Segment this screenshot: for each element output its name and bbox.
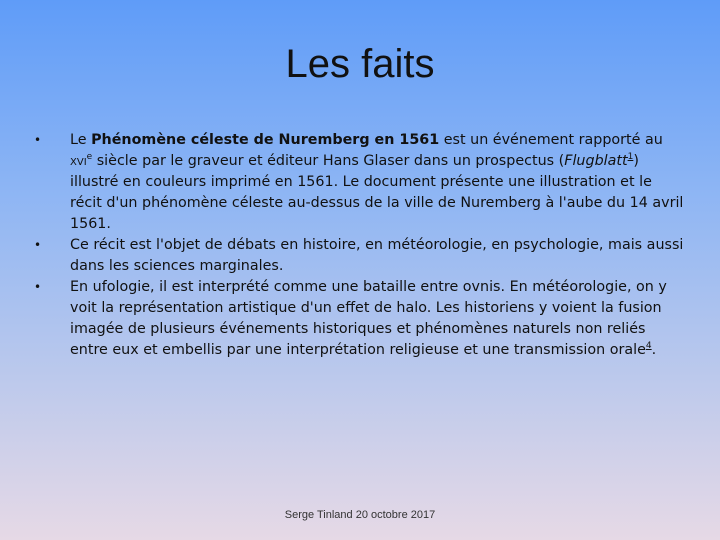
bullet-item-1 [34,130,684,235]
bullet-list [34,130,684,361]
bullet-1-text-b: siècle par le graveur et éditeur Hans Glaser dans un prospectus ( [92,153,565,169]
bullet-item-3 [34,277,684,361]
slide-footer: Serge Tinland 20 octobre 2017 [284,509,436,521]
bullet-1-prefix: Le [70,132,92,148]
slide-title: Les faits [285,42,435,86]
footnote-link-4[interactable]: 4 [645,341,652,352]
bullet-1-text-c: ) illustré en couleurs imprimé en 1561. Le document présente une illustration et le récit d'un phénomène céleste au-dessus de la ville de Nuremberg à l'aube du 14 avril 1561. [70,153,684,232]
bullet-1-text-a: est un événement rapporté au [439,132,663,148]
bullet-dot-icon: • [34,238,42,252]
bullet-dot-icon: • [34,280,42,294]
bullet-3-suffix: . [651,342,657,358]
bullet-1-century-suffix: e [86,152,93,163]
bullet-dot-icon: • [34,133,42,147]
bullet-2-text: Ce récit est l'objet de débats en histoire, en météorologie, en psychologie, mais aussi dans les sciences marginales. [70,237,684,274]
bullet-item-2 [34,235,684,277]
bullet-3-text: En ufologie, il est interprété comme une bataille entre ovnis. En météorologie, on y voit la représentation artistique d'un effet de halo. Les historiens y voient la fusion imagée de plusieurs événements historiques et phénomènes naturels non reliés entre eux et embellis par une interprétation religieuse et une transmission orale [70,279,667,358]
bullet-1-italic: Flugblatt [564,153,628,169]
footnote-link-1[interactable]: 1 [627,152,634,163]
bullet-1-bold-term: Phénomène céleste de Nuremberg en 1561 [91,132,440,148]
bullet-1-century: xvi [70,153,87,169]
